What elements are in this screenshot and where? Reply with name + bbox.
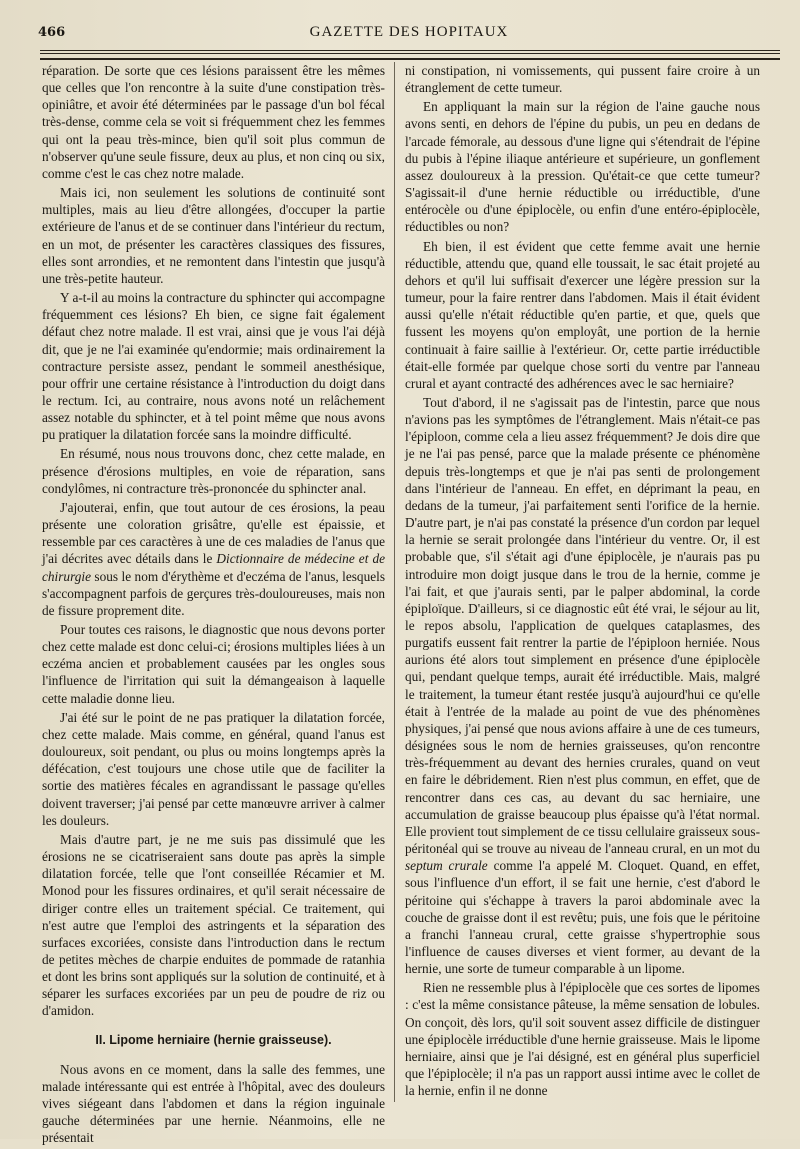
header-rule xyxy=(40,53,780,54)
paragraph: Eh bien, il est évident que cette femme avait une hernie réductible, attendu que, quand elle toussait, le sac était projeté au dehors et qu'il lui suffisait d'exercer une légère pression sur la tumeur, pour la faire rentrer dans l'abdomen. Mais il était évident aussi qu'elle n'était réductible qu'en partie, et que, quels que fussent les moyens qu'on employât, une portion de la hernie continuait à faire saillie à l'extérieur. Or, cette partie irréductible était-elle formée par quelque chose sorti du ventre par l'anneau crural et ayant contracté des adhérences avec le sac herniaire? xyxy=(405,238,760,391)
section-heading: II. Lipome herniaire (hernie graisseuse). xyxy=(95,1032,332,1047)
text-span: comme l'a appelé M. Cloquet. Quand, en effet, sous l'influence d'un effort, il se fait une hernie, c'est d'abord le péritoine qui s'échappe à travers la paroi abdominale avec la couche de graisse dont il est revêtu; puis, une fois que le péritoine a franchi l'anneau crural, cette graisse s'hypertrophie sous l'influence de causes diverses et vient former, au devant de la hernie, une sorte de tumeur comparable à un lipome. xyxy=(405,858,761,977)
paragraph xyxy=(405,394,760,977)
paragraph xyxy=(42,499,385,619)
journal-title: GAZETTE DES HOPITAUX xyxy=(309,24,509,40)
left-column xyxy=(42,62,385,1149)
page-header xyxy=(38,20,780,46)
paragraph: Nous avons en ce moment, dans la salle des femmes, une malade intéressante qui est entrée à l'hôpital, avec des douleurs vives siégeant dans l'abdomen et dans la région inguinale gauche déterminées par une hernie. Néanmoins, elle ne présentait xyxy=(42,1061,385,1146)
text-span: J'ajouterai, enfin, que tout autour de ces érosions, la peau présente une coloration grisâtre, qu'elle est épaissie, et ressemble par ces caractères à une de ces maladies de l'anus que j'ai décrites avec détails dans le xyxy=(42,499,385,567)
right-column xyxy=(405,62,760,1101)
paragraph: En résumé, nous nous trouvons donc, chez cette malade, en présence d'érosions multiples, en voie de réparation, sans condylômes, ni contracture très-prononcée du sphincter anal. xyxy=(42,446,385,496)
header-rule xyxy=(40,50,780,51)
paragraph: Rien ne ressemble plus à l'épiplocèle que ces sortes de lipomes : c'est la même consistance pâteuse, la même sensation de lobules. On conçoit, dès lors, qu'il soit souvent assez difficile de distinguer une épiplocèle irréductible d'une hernie graisseuse. Mais le lipome herniaire, ainsi que je l'ai désigné, est en général plus superficiel que l'épiplocèle; il n'a pas un rapport aussi intime avec le collet de la hernie, enfin il ne donne xyxy=(405,980,760,1099)
header-rule xyxy=(40,58,780,60)
paragraph: Pour toutes ces raisons, le diagnostic que nous devons porter chez cette malade est donc celui-ci; érosions multiples liées à un eczéma ancien et probablement causées par les ongles sous l'influence de l'irritation qui suit la démangeaison à laquelle cette maladie donne lieu. xyxy=(42,622,385,706)
latin-term: septum crurale xyxy=(405,858,488,874)
page-number: 466 xyxy=(38,25,66,40)
dictionary-title: Dictionnaire de médecine et de chirurgie xyxy=(42,551,385,584)
text-span: Tout d'abord, il ne s'agissait pas de l'intestin, parce que nous n'avions pas les symptômes de l'étranglement. Mais n'était-ce pas l'épiploon, comme cela a lieu assez fréquemment? Je dois dire que je ne l'ai pas pensé, parce que la malade présente ce phénomène depuis très-longtemps et que je n'ai pas senti de prolongement dans l'intérieur de l'anneau. En effet, en déprimant la peau, en dedans de la tumeur, j'ai parfaitement senti l'orifice de la hernie. D'autre part, je n'ai pas constaté la présence d'un cordon par lequel la hernie se serait prolongée dans l'intérieur du ventre. Or, il est probable que, s'il s'était agi d'une épiplocèle, je n'aurais pas pu introduire mon doigt jusque dans le trou de la hernie, comme je l'ai fait, et que j'aurais senti, par le palper abdominal, la corde épiploïque. D'ailleurs, si ce diagnostic eût été vrai, le séjour au lit, le repos absolu, l'application de quelques cataplasmes, des purgatifs eussent fait rentrer la partie de l'épiploon herniée. Nous aurions été alors tout simplement en présence d'une épiplocèle qui, pendant quelque temps, aurait été irréductible. Mais, malgré le traitement, la tumeur étant restée jusqu'à aujourd'hui ce qu'elle était à l'entrée de la malade au point de vue des phénomènes physiques, j'ai pensé que nous avions affaire à une de ces tumeurs, désignées sous le nom de hernies graisseuses, qu'on rencontre très-fréquemment au devant des hernies crurales, quand on veut en faire le débridement. Rien n'est plus commun, en effet, que de rencontrer dans ces cas, au devant du sac herniaire, une accumulation de graisse beaucoup plus épaisse qu'à l'état normal. Elle provient tout simplement de ce tissu cellulaire graisseux sous-péritonéal qui se trouve au niveau de l'anneau crural, en un mot du xyxy=(405,394,760,857)
paragraph: Mais ici, non seulement les solutions de continuité sont multiples, mais au lieu d'être allongées, d'occuper la partie extérieure de l'anus et de se continuer dans l'intérieur du rectum, en un mot, de présenter les caractères classiques des fissures, elles sont arrondies, et ne remontent dans l'intestin que jusqu'à une très-petite hauteur. xyxy=(42,185,385,286)
text-span: sous le nom d'érythème et d'eczéma de l'anus, lesquels s'accompagnent parfois de gerçures très-douloureuses, mais non de fissure proprement dite. xyxy=(42,568,385,618)
paragraph: Mais d'autre part, je ne me suis pas dissimulé que les érosions ne se cicatriseraient sans doute pas après la simple dilatation forcée, telle que l'ont conseillée Récamier et M. Monod pour les fissures ordinaires, et qu'il serait nécessaire de diriger contre elles un traitement spécial. Ce traitement, qui n'est autre que l'emploi des astringents et la séparation des surfaces excoriées, consiste dans l'introduction dans le rectum de petites mèches de charpie enduites de pommade de ratanhia et dont les brins sont appliqués sur la solution de continuité, et à séparer les surfaces excoriées par un peu de poudre de riz ou d'amidon. xyxy=(42,831,385,1019)
column-divider xyxy=(394,62,395,1102)
paragraph: Y a-t-il au moins la contracture du sphincter qui accompagne fréquemment ces lésions? Eh bien, ce signe fait également défaut chez notre malade. Il est vrai, ainsi que je vous l'ai déjà dit, que je ne l'ai examinée qu'endormie; mais ordinairement la contracture persiste assez, pendant le sommeil anesthésique, pour offrir une certaine résistance à l'introduction du doigt dans le rectum. Ici, au contraire, nous avons noté un relâchement assez notable du sphincter, et à tel point même que nous avons pu pratiquer la dilatation forcée sans la moindre difficulté. xyxy=(42,290,385,443)
paragraph: ni constipation, ni vomissements, qui pussent faire croire à un étranglement de cette tumeur. xyxy=(405,63,760,96)
paragraph: J'ai été sur le point de ne pas pratiquer la dilatation forcée, chez cette malade. Mais comme, en général, quand l'anus est douloureux, soit pendant, ou plus ou moins longtemps après la défécation, c'est toujours une chose utile que de faciliter la sortie des matières fécales en agrandissant le passage qu'elles doivent traverser; j'ai pensé par cette manœuvre arriver à calmer les douleurs. xyxy=(42,709,385,828)
paragraph: En appliquant la main sur la région de l'aine gauche nous avons senti, en dehors de l'épine du pubis, un peu en dedans de l'arcade fémorale, au dessous d'une ligne qui s'étendrait de l'épine du pubis à l'épine iliaque antérieure et supérieure, un gonflement assez douloureux à la pression. Qu'était-ce que cette tumeur? S'agissait-il d'une hernie réductible ou irréductible, d'une entérocèle ou d'une épiplocèle, ou enfin d'une entéro-épiplocèle, réductibles ou non? xyxy=(405,99,760,235)
paragraph: réparation. De sorte que ces lésions paraissent être les mêmes que celles que l'on rencontre à la suite d'une constipation très-opiniâtre, et avoir été déterminées par le passage d'un bol fécal très-dense, comme cela se voit si fréquemment chez les femmes qui ont la peau très-mince, bien qu'il soit plus commun de n'observer qu'une seule fissure, deux au plus, et non cinq ou six, comme c'est le cas chez notre malade. xyxy=(42,63,385,181)
